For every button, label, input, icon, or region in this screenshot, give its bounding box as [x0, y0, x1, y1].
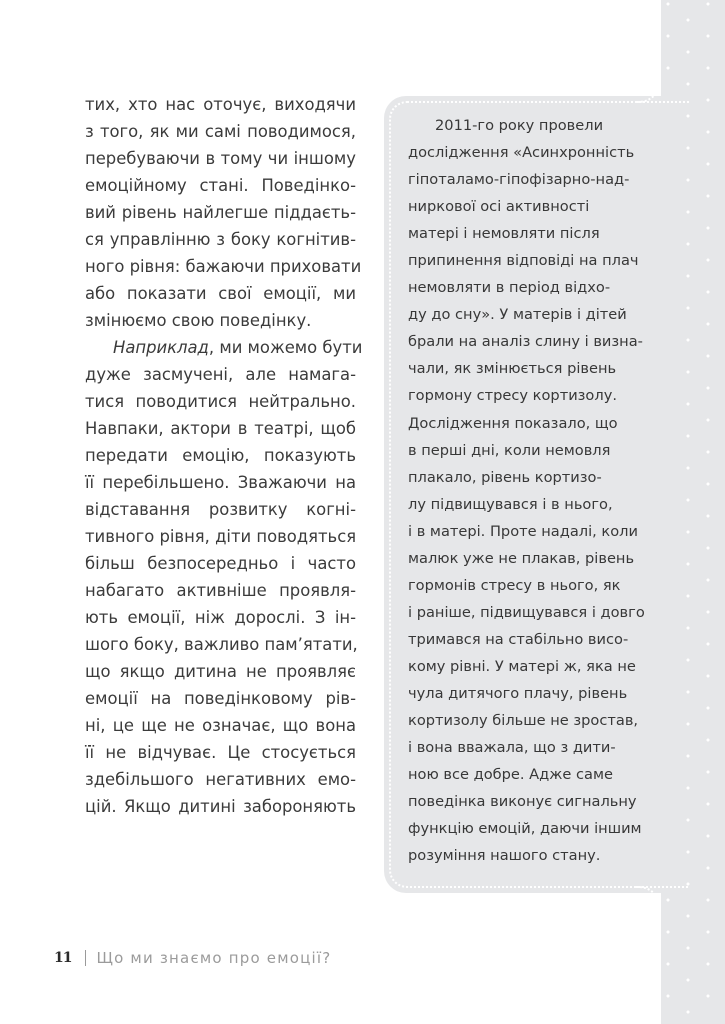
running-title: Що ми знаємо про емоції?: [96, 949, 332, 967]
text-line: гіпоталамо-гіпофізарно-над-: [408, 171, 630, 189]
text-line: тримався на стабільно висо-: [408, 630, 629, 648]
text-line: Дослідження показало, що: [408, 414, 618, 432]
page-number: 11: [54, 950, 72, 966]
text-line: гормону стресу кортизолу.: [408, 387, 617, 405]
text-line: Навпаки, актори в театрі, щоб: [85, 419, 356, 438]
text-line: шого боку, важливо пам’ятати,: [85, 635, 358, 654]
text-line: більш безпосередньо і часто: [85, 554, 356, 573]
text-line: вий рівень найлегше піддаєть-: [85, 203, 356, 222]
text-line: ють емоції, ніж дорослі. З ін-: [85, 608, 356, 627]
text-line: здебільшого негативних емо-: [85, 770, 356, 789]
text-line: що якщо дитина не проявляє: [85, 662, 356, 681]
text-line: 2011-го року провели: [435, 117, 604, 134]
text-line: ного рівня: бажаючи приховати: [85, 257, 362, 276]
main-text-column: [85, 91, 363, 820]
text-line: чали, як змінюється рівень: [408, 360, 617, 378]
text-line: розуміння нашого стану.: [408, 847, 601, 865]
text-line: немовляти в період відхо-: [408, 279, 611, 297]
text-fragment: , ми можемо бути: [208, 338, 363, 357]
text-line: і раніше, підвищувався і довго: [408, 603, 645, 621]
text-line: малюк уже не плакав, рівень: [408, 549, 635, 567]
page-footer: [54, 946, 331, 970]
text-line: змінюємо свою поведінку.: [85, 311, 312, 330]
text-line: чула дитячого плачу, рівень: [408, 684, 628, 702]
text-line: і вона вважала, що з дити-: [408, 739, 616, 757]
text-line: функцію емоцій, даючи іншим: [408, 820, 642, 838]
text-line: перебуваючи в тому чи іншому: [85, 149, 356, 168]
text-line: ниркової осі активності: [408, 198, 590, 216]
text-line: тися поводитися нейтрально.: [85, 392, 356, 411]
text-line: її перебільшено. Зважаючи на: [85, 473, 356, 492]
text-line: і в матері. Проте надалі, коли: [408, 522, 638, 540]
text-line: гормонів стресу в нього, як: [408, 576, 621, 594]
text-line: її не відчуває. Це стосується: [85, 743, 356, 762]
text-line: припинення відповіді на плач: [408, 252, 639, 270]
text-line: тих, хто нас оточує, виходячи: [85, 95, 356, 114]
text-line: з того, як ми самі поводимося,: [85, 122, 356, 141]
text-line: тивного рівня, діти поводяться: [85, 527, 357, 546]
sidebar-text-column: [408, 112, 648, 869]
footer-divider: [85, 950, 86, 966]
text-line: передати емоцію, показують: [85, 446, 356, 465]
emphasis-word: Наприклад: [113, 338, 209, 357]
text-line: кому рівні. У матері ж, яка не: [408, 657, 636, 675]
text-line: емоційному стані. Поведінко-: [85, 176, 356, 195]
text-line: цій. Якщо дитині забороняють: [85, 797, 356, 816]
text-line: дуже засмучені, але намага-: [85, 365, 356, 384]
text-line: набагато активніше проявля-: [85, 581, 356, 600]
text-line: лу підвищувався і в нього,: [408, 495, 613, 513]
text-line: брали на аналіз слину і визна-: [408, 333, 643, 351]
text-line: в перші дні, коли немовля: [408, 441, 611, 459]
text-line: або показати свої емоції, ми: [85, 284, 356, 303]
text-line: поведінка виконує сигнальну: [408, 793, 637, 811]
text-line: ся управлінню з боку когнітив-: [85, 230, 356, 249]
text-line: кортизолу більше не зростав,: [408, 712, 639, 730]
text-line: ні, це ще не означає, що вона: [85, 716, 356, 735]
text-line: ду до сну». У матерів і дітей: [408, 306, 627, 324]
text-line: матері і немовляти після: [408, 225, 600, 243]
text-line: плакало, рівень кортизо-: [408, 468, 602, 486]
text-line: ною все добре. Адже саме: [408, 766, 613, 784]
text-line: [85, 334, 363, 361]
text-line: емоції на поведінковому рів-: [85, 689, 356, 708]
text-line: дослідження «Асинхронність: [408, 144, 635, 162]
text-line: відставання розвитку когні-: [85, 500, 356, 519]
